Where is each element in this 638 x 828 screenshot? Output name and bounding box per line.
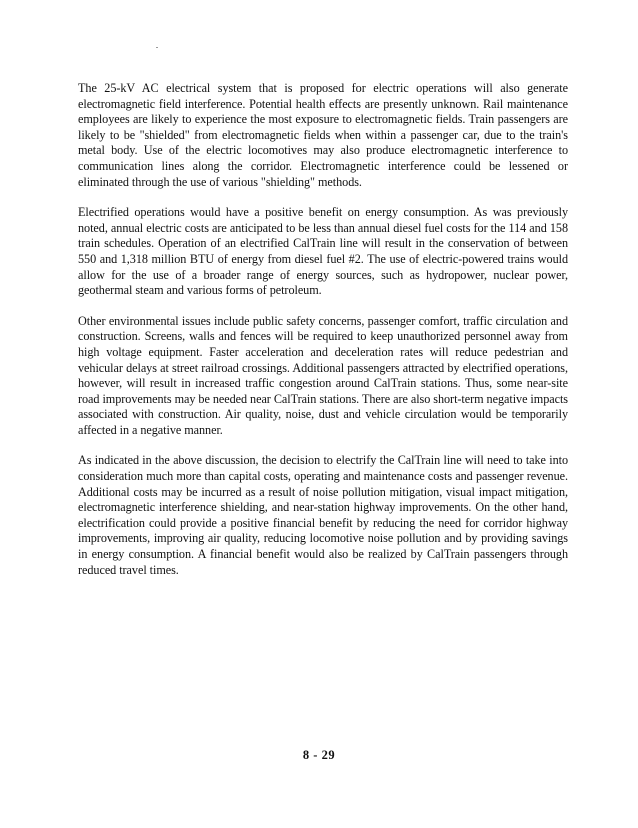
paragraph-electromagnetic-interference: The 25-kV AC electrical system that is proposed for electric operations will also generate electromagnetic field interference. Potential health effects are presently unknown. Rail maintenance employees are likely to experience the most exposure to electromagnetic fields. Train passengers are likely to be "shielded" from electromagnetic fields when within a passenger car, due to the train's metal body. Use of the electric locomotives may also produce electromagnetic interference to communication lines along the corridor. Electromagnetic interference could be lessened or eliminated through the use of various "shielding" methods. [78, 81, 568, 189]
paragraph-energy-consumption: Electrified operations would have a positive benefit on energy consumption. As was previously noted, annual electric costs are anticipated to be less than annual diesel fuel costs for the 114 and 158 train schedules. Operation of an electrified CalTrain line will result in the conservation of between 550 and 1,318 million BTU of energy from diesel fuel #2. The use of electric-powered trains would allow for the use of a broader range of energy sources, such as hydropower, nuclear power, geothermal steam and various forms of petroleum. [78, 205, 568, 298]
paragraph-environmental-issues: Other environmental issues include public safety concerns, passenger comfort, traffic circulation and construction. Screens, walls and fences will be required to keep unauthorized personnel away from high voltage equipment. Faster acceleration and deceleration rates will reduce pedestrian and vehicular delays at street railroad crossings. Additional passengers attracted by electrified operations, however, will result in increased traffic congestion around CalTrain stations. Thus, some near-site road improvements may be needed near CalTrain stations. There are also short-term negative impacts associated with construction. Air quality, noise, dust and vehicle circulation would be temporarily affected in a negative manner. [78, 313, 568, 437]
scan-speck [156, 47, 158, 48]
body-text [78, 81, 568, 593]
page-number: 8 - 29 [302, 748, 336, 762]
paragraph-conclusion: As indicated in the above discussion, the decision to electrify the CalTrain line will need to take into consideration much more than capital costs, operating and maintenance costs and passenger revenue. Additional costs may be incurred as a result of noise pollution mitigation, visual impact mitigation, electromagnetic interference shielding, and near-station highway improvements. On the other hand, electrification could provide a positive financial benefit by reducing the need for corridor highway improvements, improving air quality, reducing locomotive noise pollution and by providing savings in energy consumption. A financial benefit would also be realized by CalTrain passengers through reduced travel times. [78, 453, 568, 577]
